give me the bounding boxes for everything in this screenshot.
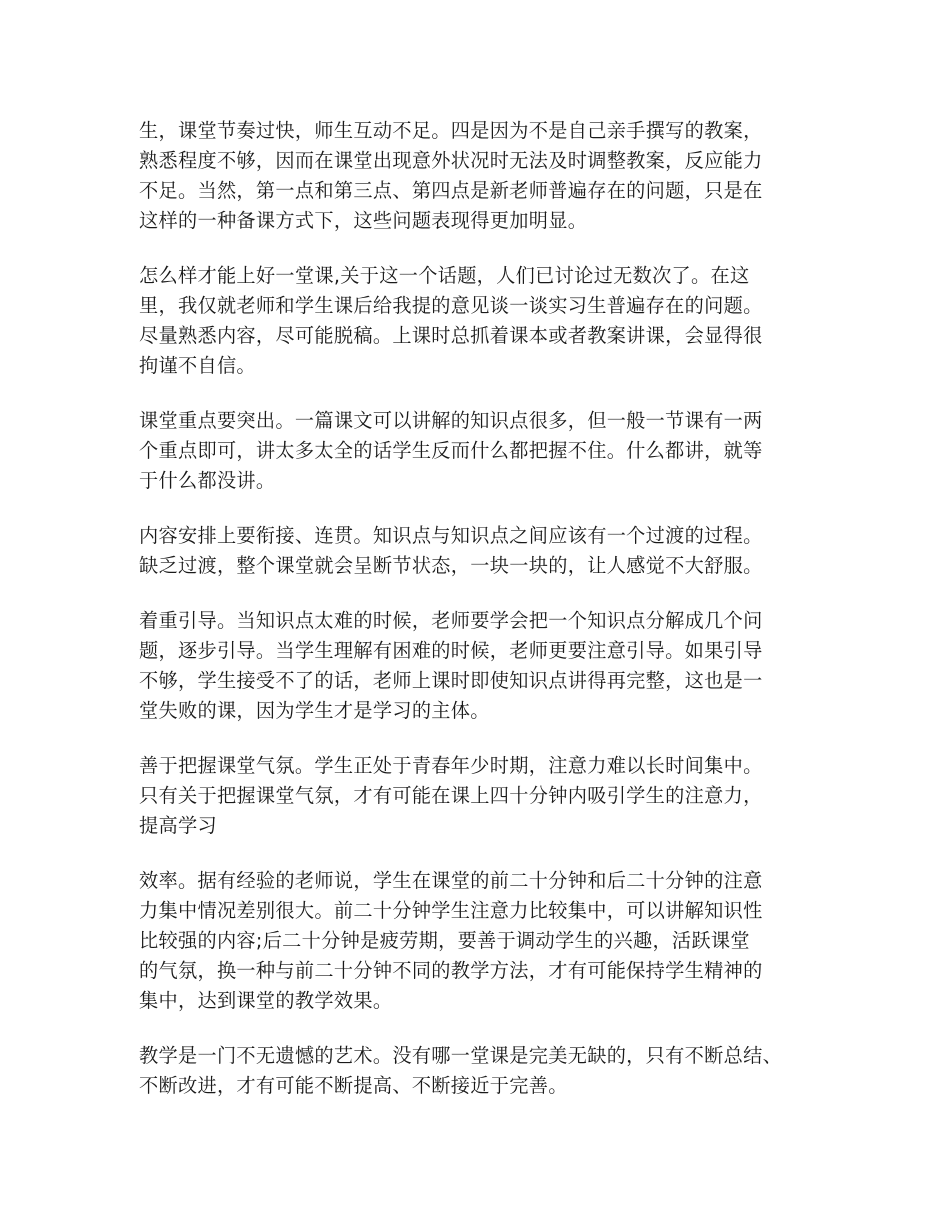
- paragraph: [139, 751, 829, 841]
- paragraph-line: 堂失败的课，因为学生才是学习的主体。: [139, 699, 490, 722]
- paragraph-line: 不足。当然，第一点和第三点、第四点是新老师普遍存在的问题，只是在: [139, 179, 763, 202]
- paragraph-line: 只有关于把握课堂气氛，才有可能在课上四十分钟内吸引学生的注意力，: [139, 784, 763, 807]
- paragraph-line: 不断改进，才有可能不断提高、不断接近于完善。: [139, 1074, 568, 1097]
- paragraph: [139, 606, 829, 726]
- paragraph-line: 内容安排上要衔接、连贯。知识点与知识点之间应该有一个过渡的过程。: [139, 524, 763, 547]
- paragraph: [139, 521, 829, 581]
- paragraph-line: 提高学习: [139, 814, 217, 837]
- paragraph: [139, 1041, 829, 1101]
- paragraph: [139, 866, 829, 1016]
- paragraph-line: 不够，学生接受不了的话，老师上课时即使知识点讲得再完整，这也是一: [139, 669, 763, 692]
- paragraph: [139, 406, 829, 496]
- paragraph-line: 个重点即可，讲太多太全的话学生反而什么都把握不住。什么都讲，就等: [139, 439, 763, 462]
- paragraph-line: 这样的一种备课方式下，这些问题表现得更加明显。: [139, 209, 588, 232]
- paragraph-line: 比较强的内容;后二十分钟是疲劳期，要善于调动学生的兴趣，活跃课堂: [139, 929, 750, 952]
- document-body: [139, 116, 829, 1126]
- paragraph-line: 善于把握课堂气氛。学生正处于青春年少时期，注意力难以长时间集中。: [139, 754, 763, 777]
- paragraph-line: 生，课堂节奏过快，师生互动不足。四是因为不是自己亲手撰写的教案，: [139, 119, 763, 142]
- paragraph-line: 课堂重点要突出。一篇课文可以讲解的知识点很多，但一般一节课有一两: [139, 409, 763, 432]
- paragraph-line: 的气氛，换一种与前二十分钟不同的教学方法，才有可能保持学生精神的: [139, 959, 763, 982]
- paragraph-line: 拘谨不自信。: [139, 354, 256, 377]
- paragraph-line: 怎么样才能上好一堂课,关于这一个话题，人们已讨论过无数次了。在这: [139, 264, 750, 287]
- paragraph-line: 里，我仅就老师和学生课后给我提的意见谈一谈实习生普遍存在的问题。: [139, 294, 763, 317]
- paragraph-line: 尽量熟悉内容，尽可能脱稿。上课时总抓着课本或者教案讲课，会显得很: [139, 324, 763, 347]
- paragraph-line: 缺乏过渡，整个课堂就会呈断节状态，一块一块的，让人感觉不大舒服。: [139, 554, 763, 577]
- paragraph-line: 熟悉程度不够，因而在课堂出现意外状况时无法及时调整教案，反应能力: [139, 149, 763, 172]
- paragraph-line: 集中，达到课堂的教学效果。: [139, 989, 393, 1012]
- paragraph: [139, 116, 829, 236]
- paragraph-line: 于什么都没讲。: [139, 469, 276, 492]
- paragraph-line: 教学是一门不无遗憾的艺术。没有哪一堂课是完美无缺的，只有不断总结、: [139, 1044, 783, 1067]
- paragraph-line: 着重引导。当知识点太难的时候，老师要学会把一个知识点分解成几个问: [139, 609, 763, 632]
- paragraph: [139, 261, 829, 381]
- paragraph-line: 效率。据有经验的老师说，学生在课堂的前二十分钟和后二十分钟的注意: [139, 869, 763, 892]
- paragraph-line: 题，逐步引导。当学生理解有困难的时候，老师更要注意引导。如果引导: [139, 639, 763, 662]
- paragraph-line: 力集中情况差别很大。前二十分钟学生注意力比较集中，可以讲解知识性: [139, 899, 763, 922]
